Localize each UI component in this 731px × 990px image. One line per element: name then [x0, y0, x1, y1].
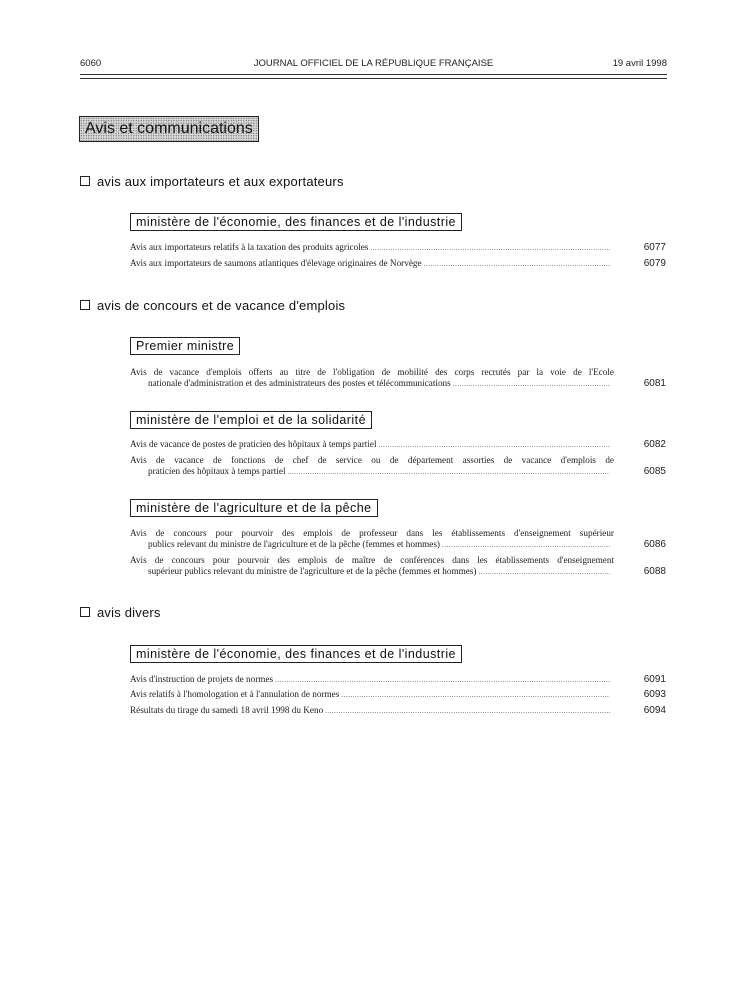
checkbox-square-icon — [80, 300, 90, 310]
dot-leader — [453, 379, 610, 390]
dot-leader — [325, 706, 610, 717]
toc-entry[interactable] — [130, 689, 666, 701]
page-header — [80, 58, 667, 72]
section-title: avis de concours et de vacance d'emplois — [97, 298, 346, 313]
toc-entry[interactable] — [130, 555, 666, 578]
entry-text: Avis de concours pour pourvoir des emplois de maître de conférences dans les établissements d'enseignement — [130, 555, 614, 565]
entry-text-continued: supérieur publics relevant du ministre de l'agriculture et de la pêche (femmes et hommes) — [148, 566, 477, 576]
dot-leader — [341, 690, 610, 701]
entry-page: 6077 — [643, 242, 666, 253]
journal-title: JOURNAL OFFICIEL DE LA RÉPUBLIQUE FRANÇAISE — [253, 58, 494, 69]
ministry-heading: ministère de l'économie, des finances et de l'industrie — [130, 213, 462, 231]
section-heading — [80, 174, 344, 189]
entry-text: Avis de concours pour pourvoir des emplois de professeur dans les établissements d'enseignement supérieur — [130, 528, 614, 538]
ministry-heading: Premier ministre — [130, 337, 240, 355]
header-rule-thin — [80, 78, 667, 79]
entry-page: 6086 — [643, 539, 666, 550]
entry-page: 6082 — [643, 439, 666, 450]
section-title: avis aux importateurs et aux exportateurs — [97, 174, 344, 189]
checkbox-square-icon — [80, 607, 90, 617]
dot-leader — [379, 440, 610, 451]
toc-entry[interactable] — [130, 455, 666, 478]
entry-page: 6085 — [643, 466, 666, 477]
entry-page: 6079 — [643, 258, 666, 269]
section-heading — [80, 605, 161, 620]
toc-entry[interactable] — [130, 242, 666, 254]
toc-entry[interactable] — [130, 439, 666, 451]
dot-leader — [288, 467, 610, 478]
toc-entry[interactable] — [130, 367, 666, 390]
issue-date: 19 avril 1998 — [612, 58, 667, 69]
toc-entry[interactable] — [130, 674, 666, 686]
dot-leader — [424, 259, 610, 270]
toc-entry[interactable] — [130, 258, 666, 270]
entry-page: 6088 — [643, 566, 666, 577]
dot-leader — [478, 567, 610, 578]
entry-text: Avis de vacance de fonctions de chef de service ou de département assorties de vacance d'emplois de — [130, 455, 614, 465]
entry-text: Avis de vacance de postes de praticien des hôpitaux à temps partiel — [130, 439, 377, 449]
entry-text: Avis d'instruction de projets de normes — [130, 674, 274, 684]
checkbox-square-icon — [80, 176, 90, 186]
entry-page: 6093 — [643, 689, 666, 700]
entry-text: Avis relatifs à l'homologation et à l'annulation de normes — [130, 689, 340, 699]
toc-entry[interactable] — [130, 528, 666, 551]
ministry-heading: ministère de l'économie, des finances et de l'industrie — [130, 645, 462, 663]
page-number: 6060 — [80, 58, 102, 69]
dot-leader — [275, 675, 610, 686]
dot-leader — [370, 243, 610, 254]
entry-text: Résultats du tirage du samedi 18 avril 1998 du Keno — [130, 705, 324, 715]
section-heading — [80, 298, 345, 313]
entry-text: Avis aux importateurs relatifs à la taxation des produits agricoles — [130, 242, 369, 252]
entry-page: 6094 — [643, 705, 666, 716]
entry-text: Avis de vacance d'emplois offerts au titre de l'obligation de mobilité des corps recrutés par la voie de l'Ecole — [130, 367, 614, 377]
entry-text-continued: publics relevant du ministre de l'agriculture et de la pêche (femmes et hommes) — [148, 539, 440, 549]
entry-page: 6091 — [643, 674, 666, 685]
toc-entry[interactable] — [130, 705, 666, 717]
ministry-heading: ministère de l'emploi et de la solidarité — [130, 411, 372, 429]
entry-text: Avis aux importateurs de saumons atlantiques d'élevage originaires de Norvège — [130, 258, 422, 268]
header-rule — [80, 74, 667, 75]
dot-leader — [442, 540, 610, 551]
section-banner: Avis et communications — [79, 116, 259, 142]
entry-page: 6081 — [643, 378, 666, 389]
entry-text-continued: praticien des hôpitaux à temps partiel — [148, 466, 286, 476]
ministry-heading: ministère de l'agriculture et de la pêche — [130, 499, 378, 517]
section-title: avis divers — [97, 605, 161, 620]
entry-text-continued: nationale d'administration et des administrateurs des postes et télécommunications — [148, 378, 451, 388]
